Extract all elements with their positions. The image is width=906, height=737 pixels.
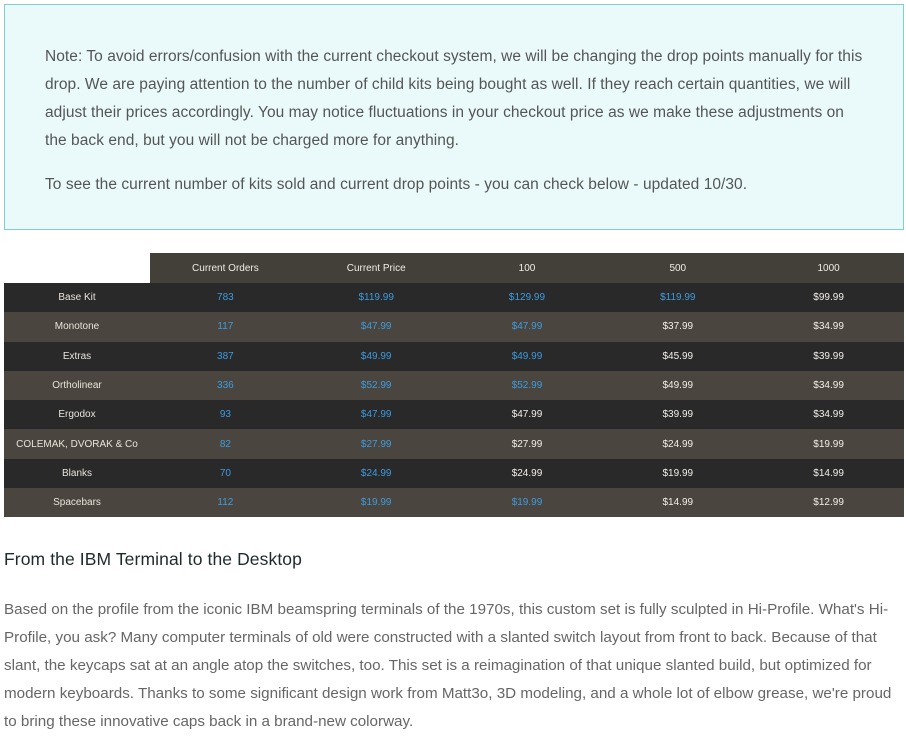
table-row-label: COLEMAK, DVORAK & Co xyxy=(4,429,150,458)
table-row xyxy=(4,342,904,371)
table-cell: $19.99 xyxy=(602,459,753,488)
table-row xyxy=(4,488,904,517)
table-cell: $119.99 xyxy=(602,283,753,312)
table-cell: $99.99 xyxy=(753,283,904,312)
table-cell: 112 xyxy=(150,488,301,517)
table-cell: $47.99 xyxy=(301,312,452,341)
table-cell: $47.99 xyxy=(452,312,603,341)
table-cell: $19.99 xyxy=(753,429,904,458)
section-heading: From the IBM Terminal to the Desktop xyxy=(4,549,302,569)
table-cell: $34.99 xyxy=(753,371,904,400)
table-cell: 82 xyxy=(150,429,301,458)
table-cell: $14.99 xyxy=(753,459,904,488)
table-row xyxy=(4,283,904,312)
table-cell: 387 xyxy=(150,342,301,371)
table-row-label: Spacebars xyxy=(4,488,150,517)
table-row xyxy=(4,400,904,429)
table-cell: $119.99 xyxy=(301,283,452,312)
table-cell: $34.99 xyxy=(753,312,904,341)
table-cell: 70 xyxy=(150,459,301,488)
table-row-label: Base Kit xyxy=(4,283,150,312)
table-cell: $24.99 xyxy=(602,429,753,458)
table-cell: $34.99 xyxy=(753,400,904,429)
table-row-label: Blanks xyxy=(4,459,150,488)
table-row-label: Monotone xyxy=(4,312,150,341)
table-header-cell: 100 xyxy=(452,253,603,283)
table-row xyxy=(4,371,904,400)
table-header-cell: Current Price xyxy=(301,253,452,283)
table-cell: $24.99 xyxy=(301,459,452,488)
table-cell: $129.99 xyxy=(452,283,603,312)
table-cell: $39.99 xyxy=(753,342,904,371)
table-cell: $49.99 xyxy=(452,342,603,371)
table-cell: 117 xyxy=(150,312,301,341)
section-body: Based on the profile from the iconic IBM beamspring terminals of the 1970s, this custom set is fully sculpted in Hi-Profile. What's Hi-Profile, you ask? Many computer terminals of old were constructed with a slanted switch layout from front to back. Because of that slant, the keycaps sat at an angle atop the switches, too. This set is a reimagination of that unique slanted build, but optimized for modern keyboards. Thanks to some significant design work from Matt3o, 3D modeling, and a whole lot of elbow grease, we're proud to bring these innovative caps back in a brand-new colorway. xyxy=(4,601,892,730)
table-header-cell: 500 xyxy=(602,253,753,283)
table-row-label: Ortholinear xyxy=(4,371,150,400)
table-cell: $47.99 xyxy=(452,400,603,429)
table-cell: $24.99 xyxy=(452,459,603,488)
table-row xyxy=(4,459,904,488)
table-cell: $52.99 xyxy=(301,371,452,400)
table-row xyxy=(4,312,904,341)
table-header-cell: Current Orders xyxy=(150,253,301,283)
note-paragraph-1: Note: To avoid errors/confusion with the current checkout system, we will be changing the drop points manually for this drop. We are paying attention to the number of child kits being bought as well. If they reach certain quantities, we will adjust their prices accordingly. You may notice fluctuations in your checkout price as we make these adjustments on the back end, but you will not be charged more for anything. xyxy=(45,48,863,149)
table-cell: $27.99 xyxy=(452,429,603,458)
table-cell: 783 xyxy=(150,283,301,312)
table-cell: $27.99 xyxy=(301,429,452,458)
table-cell: $49.99 xyxy=(602,371,753,400)
note-paragraph-2: To see the current number of kits sold and current drop points - you can check below - updated 10/30. xyxy=(45,176,748,193)
table-cell: $12.99 xyxy=(753,488,904,517)
table-cell: $47.99 xyxy=(301,400,452,429)
table-row-label: Ergodox xyxy=(4,400,150,429)
drop-points-note xyxy=(4,4,904,230)
table-cell: 336 xyxy=(150,371,301,400)
table-cell: $39.99 xyxy=(602,400,753,429)
table-cell: $14.99 xyxy=(602,488,753,517)
table-row xyxy=(4,429,904,458)
table-cell: $19.99 xyxy=(301,488,452,517)
table-cell: 93 xyxy=(150,400,301,429)
drop-points-table xyxy=(4,253,904,517)
table-cell: $52.99 xyxy=(452,371,603,400)
table-cell: $45.99 xyxy=(602,342,753,371)
table-header-cell: 1000 xyxy=(753,253,904,283)
table-cell: $19.99 xyxy=(452,488,603,517)
table-header-row xyxy=(4,253,904,283)
table-header-blank xyxy=(4,253,150,283)
table-cell: $49.99 xyxy=(301,342,452,371)
table-cell: $37.99 xyxy=(602,312,753,341)
table-row-label: Extras xyxy=(4,342,150,371)
